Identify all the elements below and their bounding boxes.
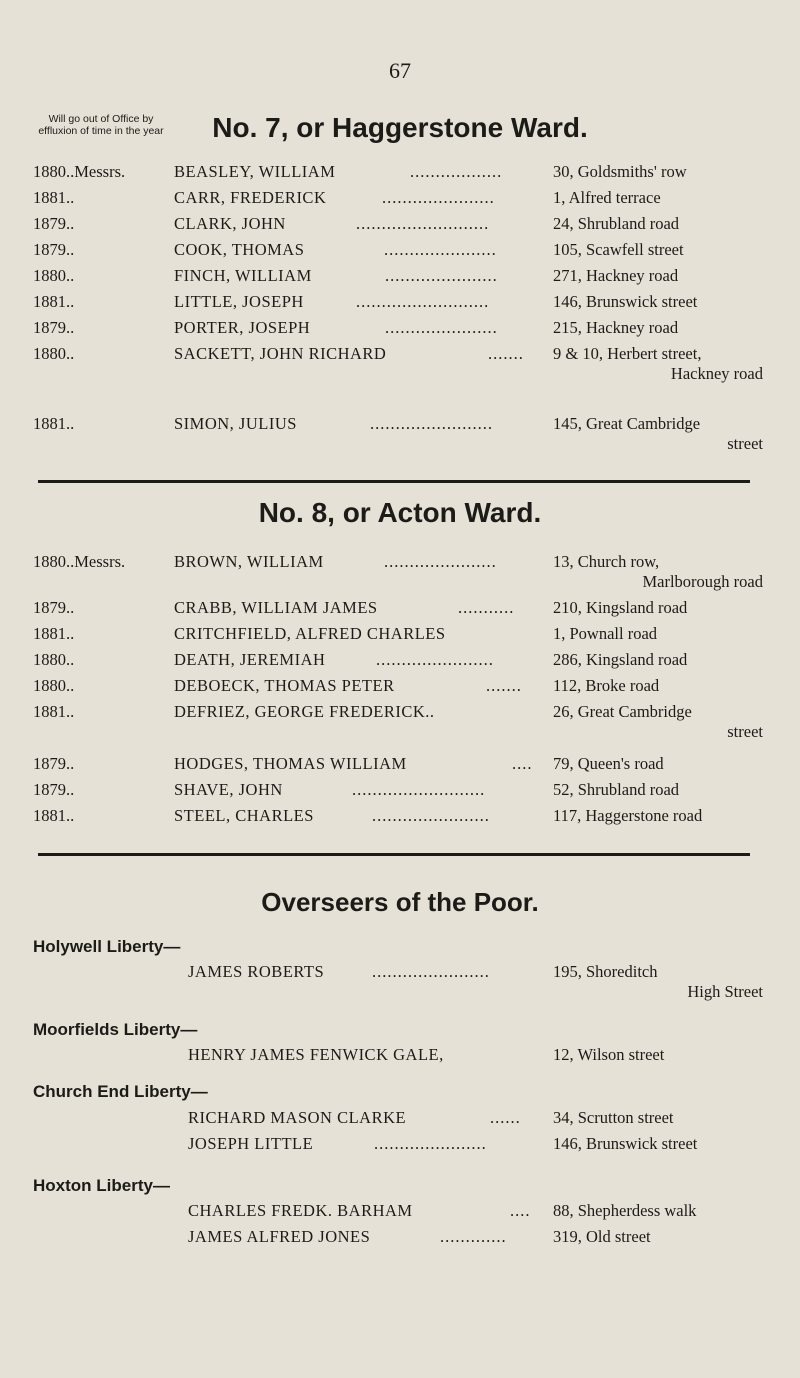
address: 117, Haggerstone road — [553, 806, 703, 825]
year: 1881.. — [33, 702, 75, 721]
liberty-heading: Holywell Liberty— — [33, 937, 181, 956]
overseer-name: CHARLES FREDK. BARHAM — [188, 1201, 413, 1220]
address: 319, Old street — [553, 1227, 651, 1246]
member-name: CLARK, JOHN — [174, 214, 286, 233]
section-divider — [38, 480, 750, 483]
member-name: SHAVE, JOHN — [174, 780, 283, 799]
table-row — [0, 1227, 800, 1277]
member-name: SIMON, JULIUS — [174, 414, 297, 433]
year: 1879.. — [33, 240, 75, 259]
overseer-name: HENRY JAMES FENWICK GALE, — [188, 1045, 444, 1064]
address: 1, Pownall road — [553, 624, 658, 643]
leader-dots: ...................... — [384, 240, 497, 259]
leader-dots: ....................... — [372, 962, 490, 981]
leader-dots: ...................... — [385, 266, 498, 285]
address: 13, Church row, Marlborough road — [553, 552, 763, 591]
address: 88, Shepherdess walk — [553, 1201, 697, 1220]
leader-dots: ....................... — [372, 806, 490, 825]
overseer-name: JAMES ALFRED JONES — [188, 1227, 371, 1246]
member-name: STEEL, CHARLES — [174, 806, 314, 825]
address: 271, Hackney road — [553, 266, 679, 285]
leader-dots: ...... — [490, 1108, 521, 1127]
address: 195, Shoreditch High Street — [553, 962, 763, 1001]
member-name: BROWN, WILLIAM — [174, 552, 324, 571]
liberty-heading: Moorfields Liberty— — [33, 1020, 198, 1039]
member-name: DEBOECK, THOMAS PETER — [174, 676, 395, 695]
member-name: SACKETT, JOHN RICHARD — [174, 344, 387, 363]
address: 146, Brunswick street — [553, 1134, 698, 1153]
leader-dots: ....... — [488, 344, 524, 363]
address: 52, Shrubland road — [553, 780, 680, 799]
member-name: CARR, FREDERICK — [174, 188, 327, 207]
leader-dots: ...................... — [382, 188, 495, 207]
leader-dots: ....................... — [376, 650, 494, 669]
leader-dots: .... — [510, 1201, 531, 1220]
year: 1880.. — [33, 650, 75, 669]
year: 1881.. — [33, 624, 75, 643]
overseer-name: JOSEPH LITTLE — [188, 1134, 314, 1153]
member-name: PORTER, JOSEPH — [174, 318, 311, 337]
year: 1880.. — [33, 266, 75, 285]
page-number: 67 — [389, 58, 411, 83]
member-name: COOK, THOMAS — [174, 240, 305, 259]
year: 1879.. — [33, 318, 75, 337]
address: 30, Goldsmiths' row — [553, 162, 687, 181]
member-name: CRITCHFIELD, ALFRED CHARLES — [174, 624, 446, 643]
year: 1879.. — [33, 754, 75, 773]
table-row — [0, 344, 800, 394]
member-name: FINCH, WILLIAM — [174, 266, 312, 285]
address: 26, Great Cambridge street — [553, 702, 763, 741]
table-row — [0, 806, 800, 856]
member-name: BEASLEY, WILLIAM — [174, 162, 336, 181]
ward7-title: No. 7, or Haggerstone Ward. — [212, 112, 588, 143]
year: 1879.. — [33, 214, 75, 233]
address: 24, Shrubland road — [553, 214, 680, 233]
year: 1880.. — [33, 344, 75, 363]
address: 34, Scrutton street — [553, 1108, 674, 1127]
member-name: CRABB, WILLIAM JAMES — [174, 598, 378, 617]
table-row — [0, 414, 800, 464]
overseer-name: RICHARD MASON CLARKE — [188, 1108, 407, 1127]
year: 1881.. — [33, 292, 75, 311]
leader-dots: .... — [512, 754, 533, 773]
address: 112, Broke road — [553, 676, 660, 695]
address: 105, Scawfell street — [553, 240, 684, 259]
address: 210, Kingsland road — [553, 598, 688, 617]
ward8-title: No. 8, or Acton Ward. — [258, 497, 542, 528]
year: 1880..Messrs. — [33, 552, 126, 571]
address: 1, Alfred terrace — [553, 188, 661, 207]
liberty-heading: Hoxton Liberty— — [33, 1176, 170, 1195]
leader-dots: ...................... — [385, 318, 498, 337]
leader-dots: ...................... — [384, 552, 497, 571]
leader-dots: .......................... — [356, 292, 490, 311]
table-row — [0, 702, 800, 752]
table-row — [0, 552, 800, 602]
leader-dots: ........... — [458, 598, 515, 617]
address: 12, Wilson street — [553, 1045, 665, 1064]
leader-dots: ...................... — [374, 1134, 487, 1153]
address: 145, Great Cambridge street — [553, 414, 763, 453]
section-divider — [38, 853, 750, 856]
leader-dots: ............. — [440, 1227, 507, 1246]
year: 1879.. — [33, 598, 75, 617]
leader-dots: ........................ — [370, 414, 493, 433]
leader-dots: .................. — [410, 162, 503, 181]
year: 1880.. — [33, 676, 75, 695]
overseer-name: JAMES ROBERTS — [188, 962, 325, 981]
address: 79, Queen's road — [553, 754, 664, 773]
member-name: DEFRIEZ, GEORGE FREDERICK.. — [174, 702, 435, 721]
leader-dots: .......................... — [352, 780, 486, 799]
year: 1879.. — [33, 780, 75, 799]
member-name: LITTLE, JOSEPH — [174, 292, 304, 311]
member-name: DEATH, JEREMIAH — [174, 650, 326, 669]
year: 1881.. — [33, 414, 75, 433]
member-name: HODGES, THOMAS WILLIAM — [174, 754, 407, 773]
address: 215, Hackney road — [553, 318, 679, 337]
address: 9 & 10, Herbert street, Hackney road — [553, 344, 763, 383]
year: 1881.. — [33, 806, 75, 825]
leader-dots: .......................... — [356, 214, 490, 233]
year: 1881.. — [33, 188, 75, 207]
year: 1880..Messrs. — [33, 162, 126, 181]
address: 286, Kingsland road — [553, 650, 688, 669]
overseers-title: Overseers of the Poor. — [261, 887, 539, 917]
address: 146, Brunswick street — [553, 292, 698, 311]
table-row — [0, 962, 800, 1012]
liberty-heading: Church End Liberty— — [33, 1082, 208, 1101]
office-note: Will go out of Office by effluxion of time in the year — [38, 113, 164, 137]
leader-dots: ....... — [486, 676, 522, 695]
